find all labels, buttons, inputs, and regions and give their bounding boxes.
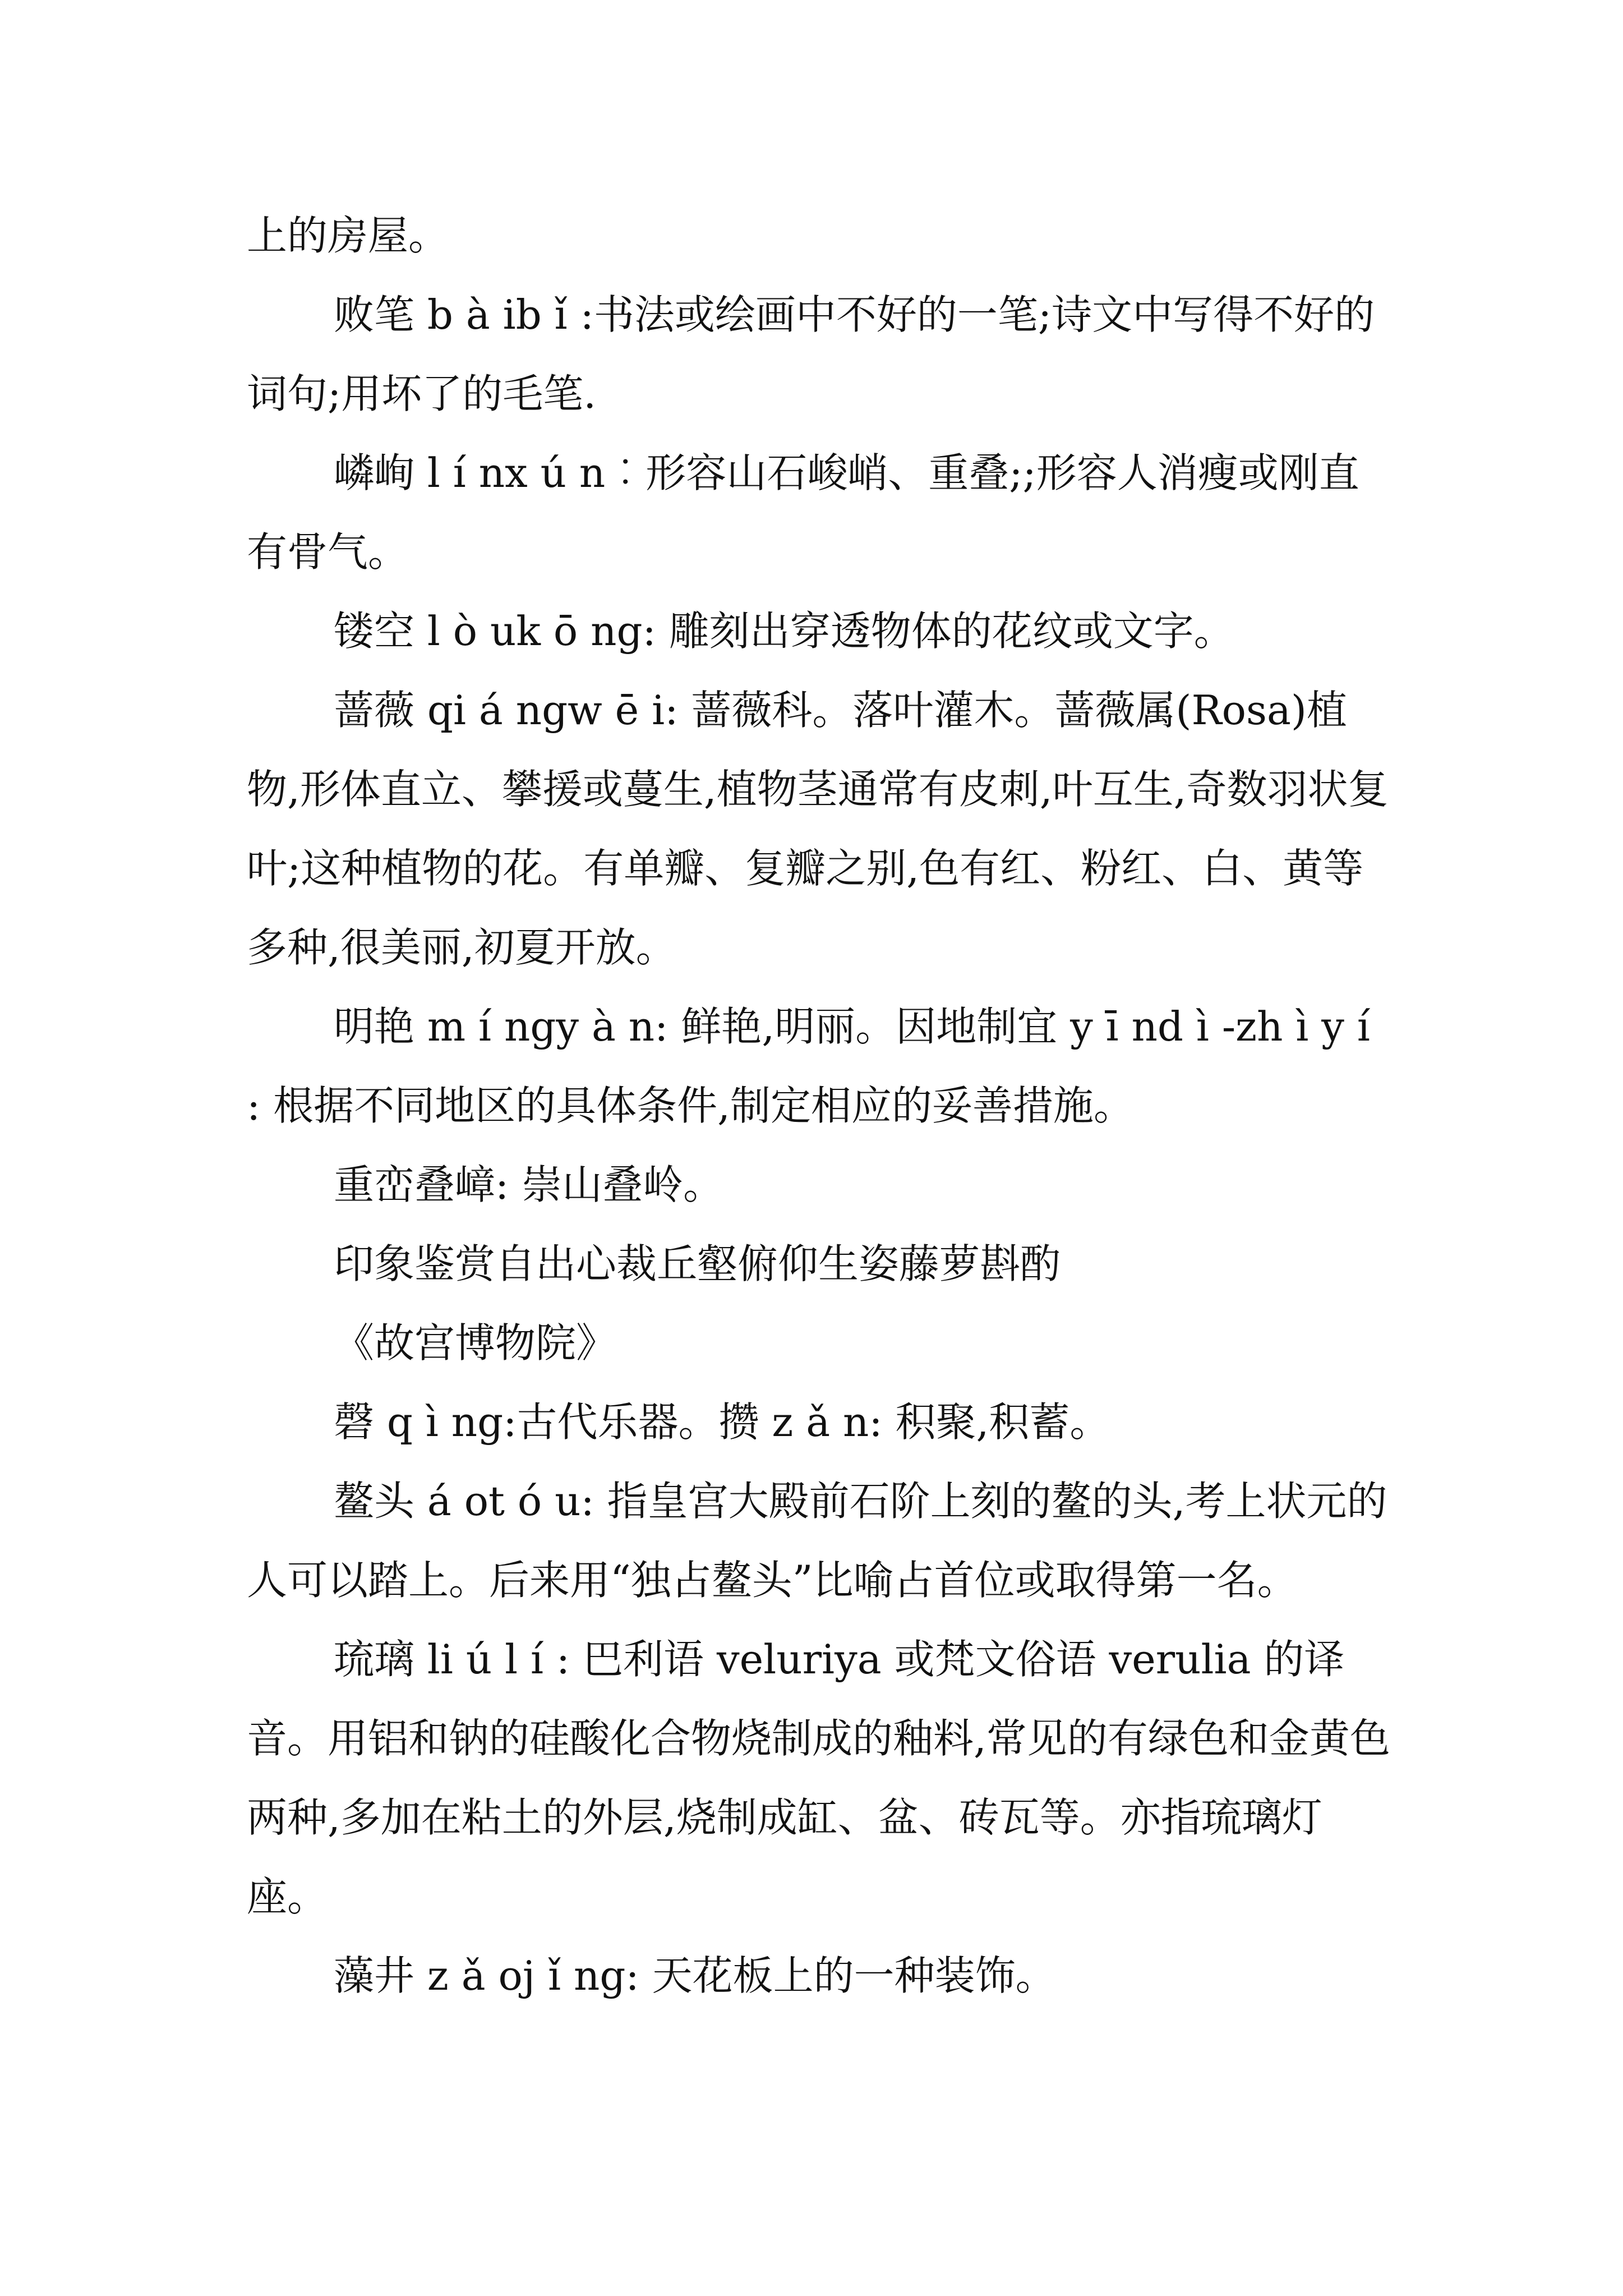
word-list: 印象鉴赏自出心裁丘壑俯仰生姿藤萝斟酌 (334, 1240, 1061, 1287)
entry-aotou: 鳌头 á ot ó u: 指皇宫大殿前石阶上刻的鳌的头,考上状元的人可以踏上。后来用“独占鳌头”比喻占首位或取得第一名。 (247, 1478, 1387, 1604)
entry-qing-zan: 磬 q ì ng:古代乐器。攒 z ǎ n: 积聚,积蓄。 (334, 1398, 1110, 1446)
entry-mingyan: 明艳 m í ngy à n: 鲜艳,明丽。因地制宜 y ī nd ì -zh ì y í : 根据不同地区的具体条件,制定相应的妥善措施。 (247, 1003, 1383, 1129)
entry-baibi: 败笔 b à ib ǐ :书法或绘画中不好的一笔;诗文中写得不好的词句;用坏了的毛笔. (247, 291, 1375, 417)
entry-liuli: 琉璃 li ú l í : 巴利语 veluriya 或梵文俗语 verulia 的译音。用铝和钠的硅酸化合物烧制成的釉料,常见的有绿色和金黄色两种,多加在粘土的外层,烧制成缸、盆、砖瓦等。亦指琉璃灯座。 (247, 1636, 1390, 1920)
paragraph-continuation: 上的房屋。 (247, 212, 449, 259)
entry-linxun: 嶙峋 l í nx ú n︰形容山石峻峭、重叠;;形容人消瘦或刚直有骨气。 (247, 449, 1359, 576)
entry-chongluandiezhang: 重峦叠嶂: 崇山叠岭。 (334, 1161, 724, 1208)
entry-zaojing: 藻井 z ǎ oj ǐ ng: 天花板上的一种装饰。 (334, 1952, 1056, 1999)
section-title: 《故宫博物院》 (334, 1319, 617, 1366)
document-page (247, 196, 1391, 2016)
entry-loukong: 镂空 l ò uk ō ng: 雕刻出穿透物体的花纹或文字。 (334, 608, 1234, 655)
entry-qiangwei: 蔷薇 qi á ngw ē i: 蔷薇科。落叶灌木。蔷薇属(Rosa)植物,形体直立、攀援或蔓生,植物茎通常有皮刺,叶互生,奇数羽状复叶;这种植物的花。有单瓣、复瓣之别,色有红、粉红、白、黄等多种,很美丽,初夏开放。 (247, 687, 1389, 971)
